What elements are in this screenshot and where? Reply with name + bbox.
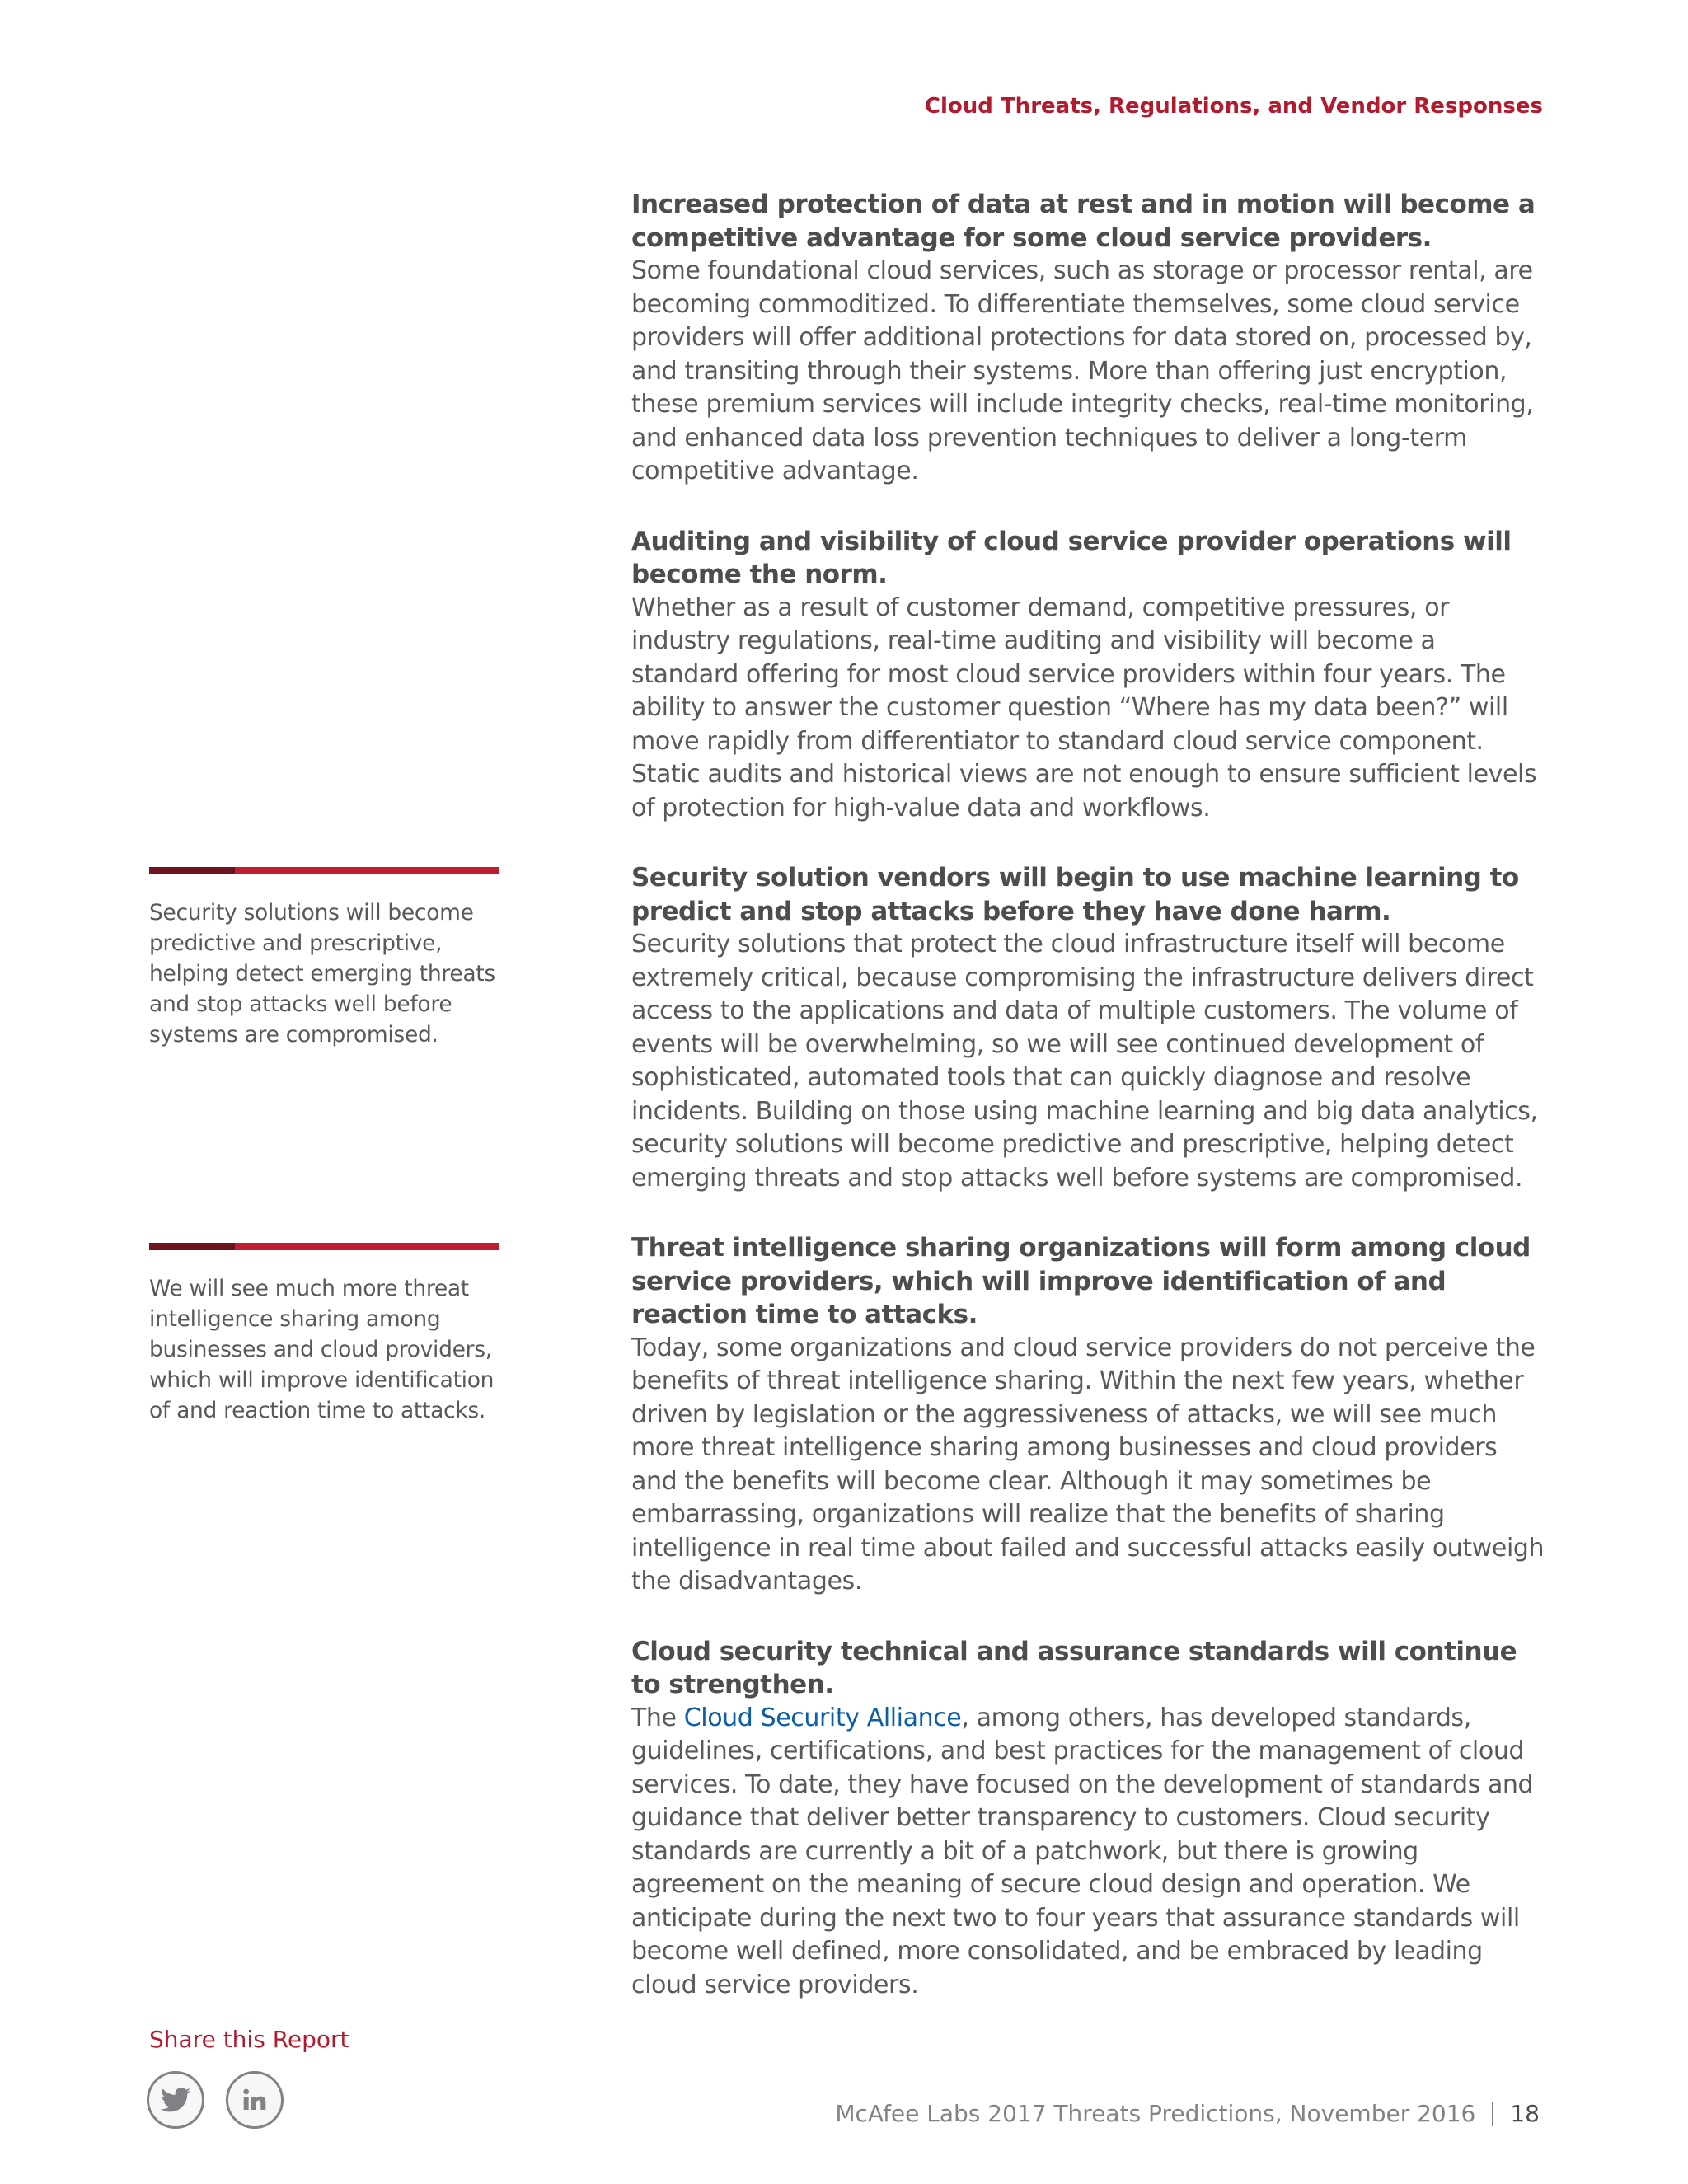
page-footer [835,2100,1540,2127]
twitter-share-button[interactable] [147,2071,204,2129]
pull-quote-rule [149,867,499,874]
body-prefix: The [631,1703,684,1732]
section-heading: Threat intelligence sharing organizations will form among cloud service providers, which will improve identification of and reaction time to attacks. [631,1233,1531,1329]
section-heading: Security solution vendors will begin to use machine learning to predict and stop attacks before they have done harm. [631,863,1519,926]
section-body [631,1702,1546,2003]
footer-text: McAfee Labs 2017 Threats Predictions, November 2016 [835,2100,1476,2127]
section-threat-sharing [631,1231,1546,1599]
pull-quote [149,1243,499,1426]
page-number: 18 [1510,2100,1540,2127]
section-heading: Cloud security technical and assurance standards will continue to strengthen. [631,1636,1517,1699]
pull-quote-text: We will see much more threat intelligence sharing among businesses and cloud providers, which will improve identification of and reaction time to attacks. [149,1276,495,1423]
section-heading: Increased protection of data at rest and in motion will become a competitive advantage for some cloud service providers. [631,190,1536,253]
main-column [631,188,1546,2038]
section-auditing [631,525,1546,826]
linkedin-share-button[interactable] [226,2071,284,2129]
footer-divider [1492,2102,1493,2126]
section-body: Today, some organizations and cloud service providers do not perceive the benefits of threat intelligence sharing. Within the next few years, whether driven by legislation or the aggressiveness of attacks, we will see much more threat intelligence sharing among businesses and cloud providers and the benefits will become clear. Although it may sometimes be embarrassing, organizations will realize that the benefits of sharing intelligence in real time about failed and successful attacks easily outweigh the disadvantages. [631,1333,1545,1596]
cloud-security-alliance-link[interactable]: Cloud Security Alliance [683,1703,962,1732]
section-body: Whether as a result of customer demand, competitive pressures, or industry regulations, real-time auditing and visibility will become a standard offering for most cloud service providers within four years. The ability to answer the customer question “Where has my data been?” will move rapidly from differentiator to standard cloud service component. Static audits and historical views are not enough to ensure sufficient levels of protection for high-value data and workflows. [631,593,1537,823]
section-machine-learning [631,861,1546,1195]
twitter-icon [161,2088,190,2112]
share-label: Share this Report [149,2026,349,2053]
section-body: Some foundational cloud services, such as storage or processor rental, are becoming commoditized. To differentiate themselves, some cloud service providers will offer additional protections for data stored on, processed by, and transiting through their systems. More than offering just encryption, these premium services will include integrity checks, real-time monitoring, and enhanced data loss prevention techniques to deliver a long-term competitive advantage. [631,256,1534,485]
linkedin-icon [241,2087,268,2113]
section-data-protection [631,188,1546,489]
section-standards [631,1635,1546,2003]
section-heading: Auditing and visibility of cloud service provider operations will become the norm. [631,526,1512,589]
pull-quote-text: Security solutions will become predictive and prescriptive, helping detect emerging threats and stop attacks well before systems are compromised. [149,900,495,1047]
running-header: Cloud Threats, Regulations, and Vendor Responses [924,94,1543,119]
pull-quote-rule [149,1243,499,1250]
pull-quote [149,867,499,1050]
section-body: Security solutions that protect the cloud infrastructure itself will become extremely critical, because compromising the infrastructure delivers direct access to the applications and data of multiple customers. The volume of events will be overwhelming, so we will see continued development of sophisticated, automated tools that can quickly diagnose and resolve incidents. Building on those using machine learning and big data analytics, security solutions will become predictive and prescriptive, helping detect emerging threats and stop attacks well before systems are compromised. [631,930,1538,1193]
body-rest: , among others, has developed standards, guidelines, certifications, and best practices for the management of cloud services. To date, they have focused on the development of standards and guidance that deliver better transparency to customers. Cloud security standards are currently a bit of a patchwork, but there is growing agreement on the meaning of secure cloud design and operation. We anticipate during the next two to four years that assurance standards will become well defined, more consolidated, and be embraced by leading cloud service providers. [631,1703,1534,1999]
